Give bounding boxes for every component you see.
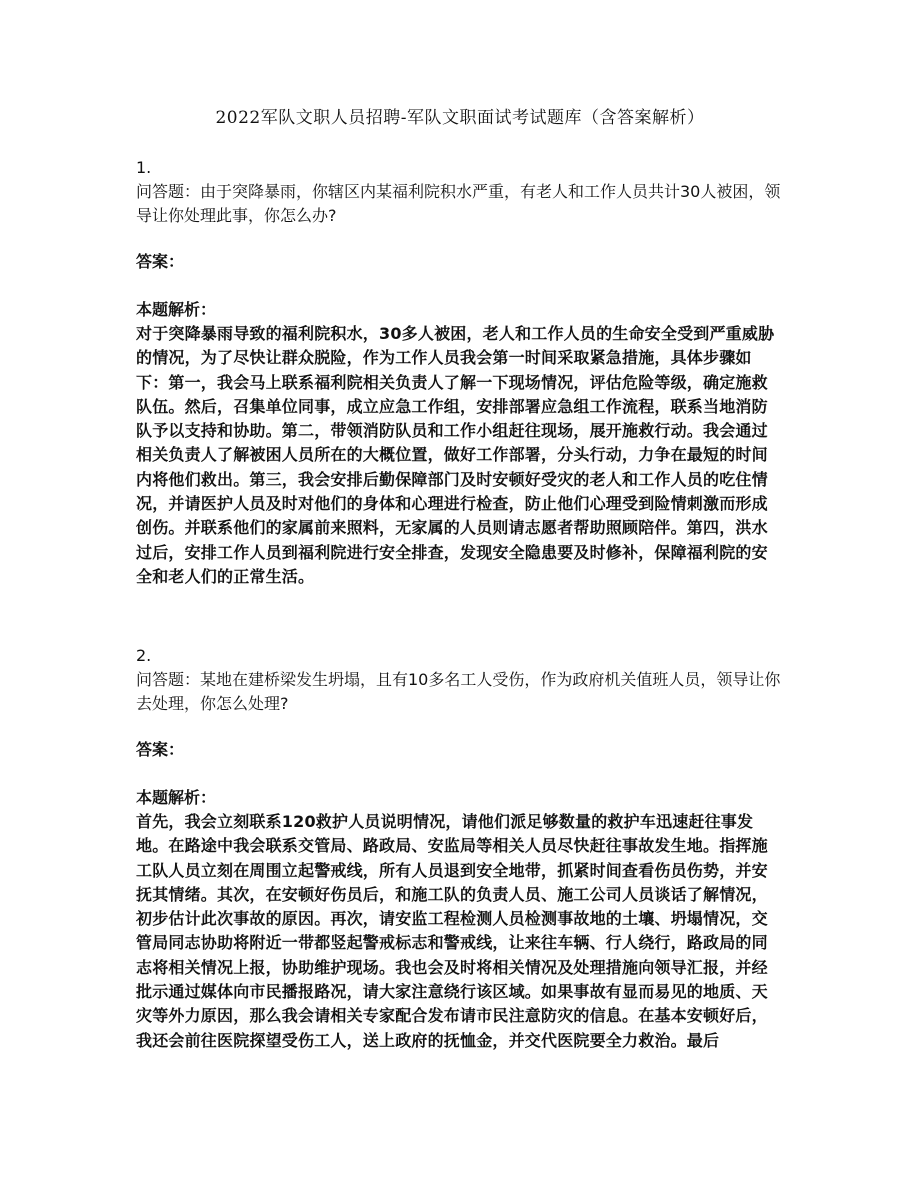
- question-text: 问答题：由于突降暴雨，你辖区内某福利院积水严重，有老人和工作人员共计30人被困，领导让你处理此事，你怎么办?: [136, 182, 781, 225]
- analysis-label: 本题解析：: [136, 300, 217, 319]
- answer-label: 答案：: [136, 252, 185, 271]
- question-block-1: [136, 156, 786, 616]
- analysis-text: 首先，我会立刻联系120救护人员说明情况，请他们派足够数量的救护车迅速赶往事发地。在路途中我会联系交管局、路政局、安监局等相关人员尽快赶往事故发生地。指挥施工队人员立刻在周围立起警戒线，所有人员退到安全地带，抓紧时间查看伤员伤势，并安抚其情绪。其次，在安顿好伤员后，和施工队的负责人员、施工公司人员谈话了解情况，初步估计此次事故的原因。再次，请安监工程检测人员检测事故地的土壤、坍塌情况，交管局同志协助将附近一带都竖起警戒标志和警戒线，让来往车辆、行人绕行，路政局的同志将相关情况上报，协助维护现场。我也会及时将相关情况及处理措施向领导汇报，并经批示通过媒体向市民播报路况，请大家注意绕行该区域。如果事故有显而易见的地质、天灾等外力原因，那么我会请相关专家配合发布请市民注意防灾的信息。在基本安顿好后，我还会前往医院探望受伤工人，送上政府的抚恤金，并交代医院要全力救治。最后: [136, 812, 768, 1050]
- question-text: 问答题：某地在建桥梁发生坍塌，且有10多名工人受伤，作为政府机关值班人员，领导让你去处理，你怎么处理?: [136, 670, 781, 713]
- analysis-label: 本题解析：: [136, 788, 217, 807]
- question-number: 2.: [136, 646, 152, 665]
- analysis-text: 对于突降暴雨导致的福利院积水，30多人被困，老人和工作人员的生命安全受到严重威胁的情况，为了尽快让群众脱险，作为工作人员我会第一时间采取紧急措施，具体步骤如下：第一，我会马上联系福利院相关负责人了解一下现场情况，评估危险等级，确定施救队伍。然后，召集单位同事，成立应急工作组，安排部署应急组工作流程，联系当地消防队予以支持和协助。第二，带领消防队员和工作小组赶往现场，展开施救行动。我会通过相关负责人了解被困人员所在的大概位置，做好工作部署，分头行动，力争在最短的时间内将他们救出。第三，我会安排后勤保障部门及时安顿好受灾的老人和工作人员的吃住情况，并请医护人员及时对他们的身体和心理进行检查，防止他们心理受到险情刺激而形成创伤。并联系他们的家属前来照料，无家属的人员则请志愿者帮助照顾陪伴。第四，洪水过后，安排工作人员到福利院进行安全排查，发现安全隐患要及时修补，保障福利院的安全和老人们的正常生活。: [136, 324, 775, 586]
- document-title: 2022军队文职人员招聘-军队文职面试考试题库（含答案解析）: [215, 108, 705, 128]
- question-block-2: [136, 644, 786, 1104]
- answer-label: 答案：: [136, 740, 185, 759]
- question-number: 1.: [136, 158, 152, 177]
